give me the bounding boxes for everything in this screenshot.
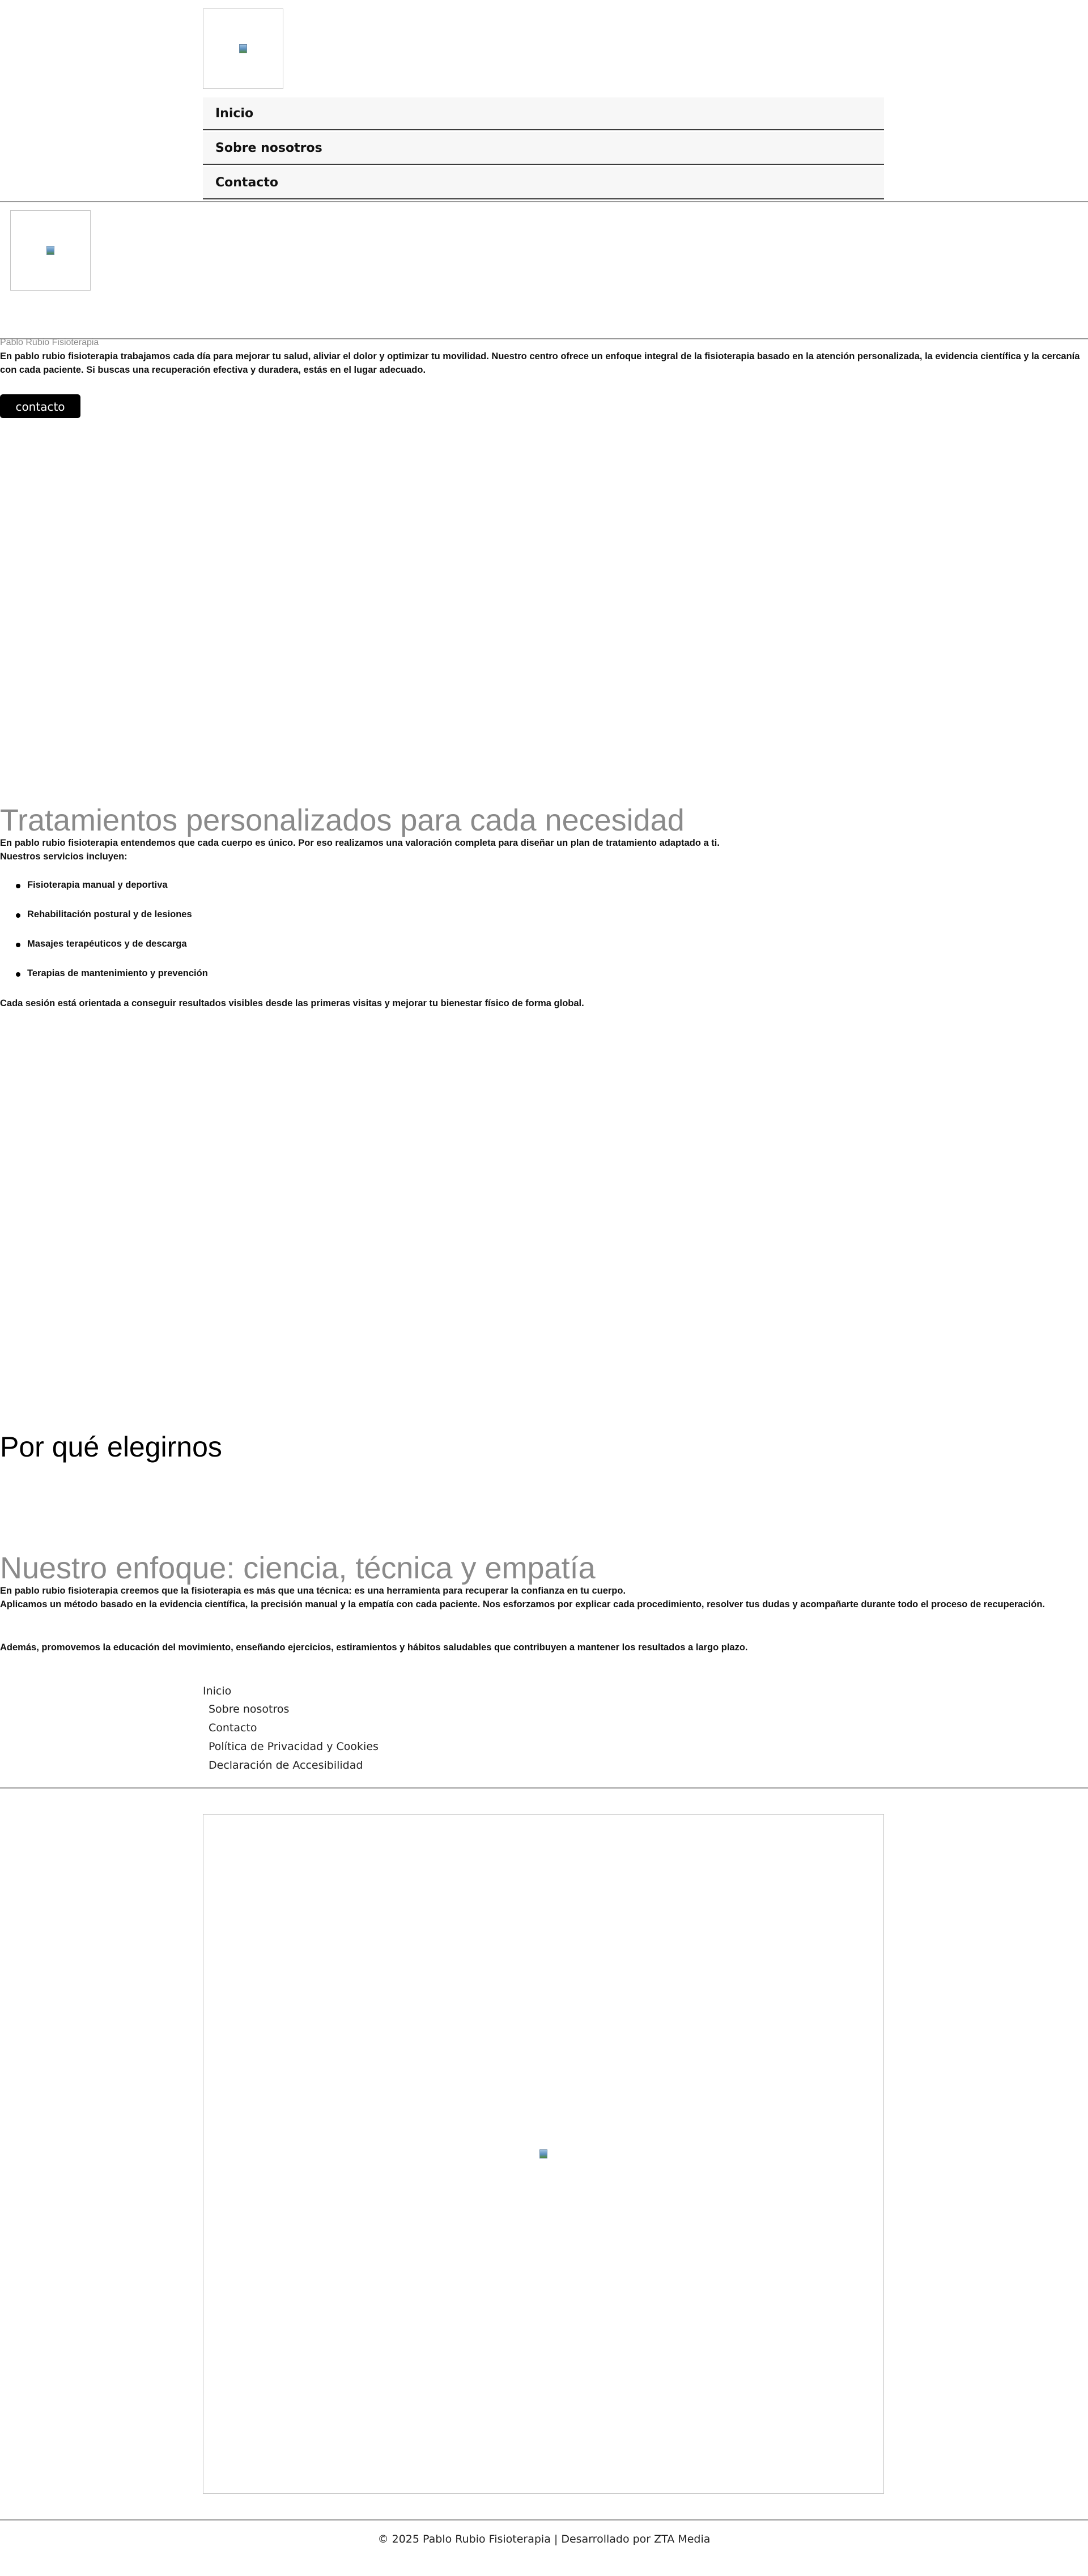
list-item: Masajes terapéuticos y de descarga (27, 939, 187, 949)
site-name: Pablo Rubio Fisioterapia (0, 338, 99, 347)
list-item: Terapias de mantenimiento y prevención (27, 968, 208, 978)
approach-p3-rest: , enseñando ejercicios, estiramientos y hábitos saludables que contribuyen a mantener los resultados a largo plazo. (231, 1642, 748, 1653)
why-heading: Por qué elegirnos (0, 1431, 222, 1463)
copyright: © 2025 Pablo Rubio Fisioterapia | Desarrollado por ZTA Media (377, 2533, 711, 2545)
footer-link-sobre-nosotros[interactable]: Sobre nosotros (209, 1703, 290, 1715)
broken-image-icon (46, 246, 54, 255)
footer-link-contacto[interactable]: Contacto (209, 1722, 257, 1734)
approach-p3-bold: educación del movimiento (113, 1642, 231, 1653)
services-label: Nuestros servicios incluyen: (0, 851, 128, 862)
footer-divider-bottom (0, 2519, 1088, 2520)
approach-p3-prefix: Además, promovemos la (0, 1642, 111, 1653)
treatments-intro-rest: entendemos que cada cuerpo es único. Por eso realizamos una valoración completa para diseñar un plan de tratamiento adaptado a ti. (120, 838, 720, 848)
treatments-closing: Cada sesión está orientada a conseguir resultados visibles desde las primeras visitas y mejorar tu bienestar físico de forma global. (0, 998, 584, 1008)
approach-p1-brand: pablo rubio fisioterapia (14, 1586, 118, 1596)
approach-p2: Aplicamos un método basado en la evidencia científica, la precisión manual y la empatía con cada paciente. Nos esforzamos por explicar cada procedimiento, resolver tus dudas y acompañarte durante todo el proceso de recuperación. (0, 1599, 1045, 1610)
approach-p1-prefix: En (0, 1586, 12, 1596)
approach-heading: Nuestro enfoque: ciencia, técnica y empatía (0, 1551, 596, 1585)
approach-p1 (0, 1584, 1085, 1598)
approach-p1-rest: creemos que la fisioterapia es más que una técnica: es una herramienta para recuperar la confianza en tu cuerpo. (120, 1586, 626, 1596)
footer-image (203, 1814, 884, 2494)
broken-image-icon (239, 44, 247, 53)
hero-divider (0, 338, 1088, 339)
treatments-intro-brand: pablo rubio fisioterapia (14, 838, 118, 848)
footer-link-privacidad[interactable]: Política de Privacidad y Cookies (209, 1740, 379, 1753)
treatments-heading: Tratamientos personalizados para cada necesidad (0, 803, 685, 837)
footer-link-inicio[interactable]: Inicio (203, 1685, 232, 1697)
nav-item-inicio[interactable]: Inicio (203, 97, 884, 130)
treatments-intro (0, 836, 1085, 850)
hero-intro-brand: pablo rubio fisioterapia (14, 351, 118, 361)
contact-button[interactable]: contacto (0, 394, 80, 418)
footer-divider-top (0, 1787, 1088, 1789)
broken-image-icon (539, 2149, 547, 2158)
hero-intro (0, 350, 1085, 377)
nav-item-sobre-nosotros[interactable]: Sobre nosotros (203, 132, 884, 165)
nav-item-contacto[interactable]: Contacto (203, 167, 884, 199)
treatments-intro-prefix: En (0, 838, 12, 848)
header-logo[interactable] (203, 8, 283, 89)
header-divider (0, 201, 1088, 202)
footer-link-accesibilidad[interactable]: Declaración de Accesibilidad (209, 1759, 363, 1772)
hero-image (10, 210, 91, 291)
hero-intro-rest: trabajamos cada día para mejorar tu salud, aliviar el dolor y optimizar tu movilidad. Nuestro centro ofrece un enfoque integral de la fisioterapia basado en la atención personalizada, la evidencia científica y la cercanía con cada paciente. Si buscas una recuperación efectiva y duradera, estás en el lugar adecuado. (0, 351, 1080, 375)
list-item: Rehabilitación postural y de lesiones (27, 909, 192, 919)
list-item: Fisioterapia manual y deportiva (27, 880, 168, 890)
hero-intro-prefix: En (0, 351, 12, 361)
approach-p3 (0, 1641, 1085, 1654)
